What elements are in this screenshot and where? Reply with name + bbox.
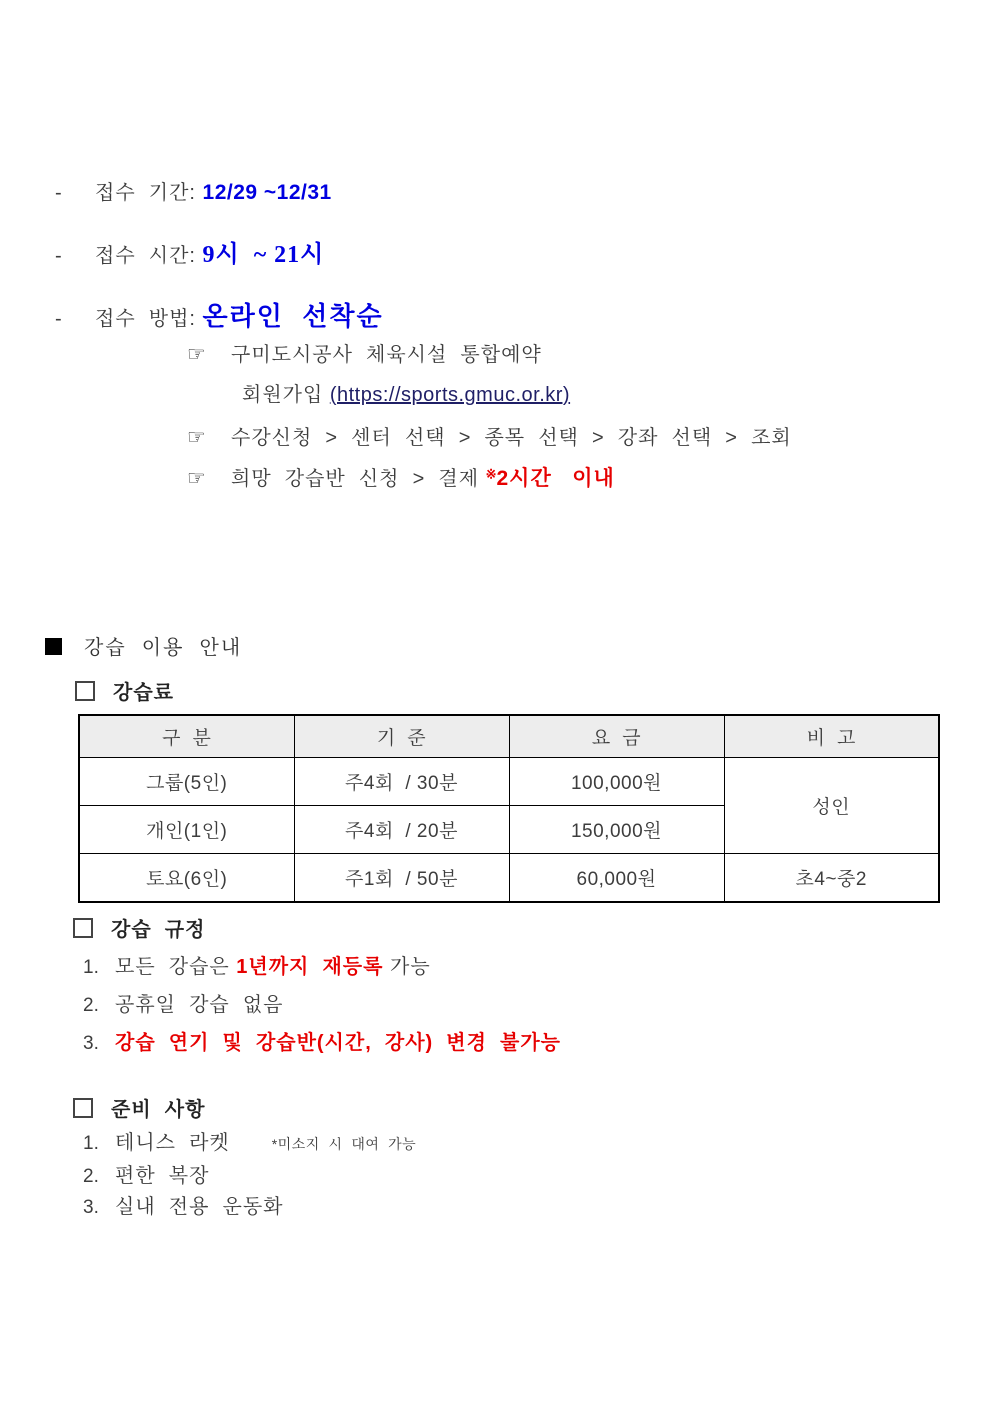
fee-header-type xyxy=(79,715,294,758)
reception-method-line xyxy=(55,300,384,333)
fee-header-type-label: 구 분 xyxy=(162,728,212,749)
filled-square-icon xyxy=(45,638,62,655)
rules-heading: 강습 규정 xyxy=(111,919,206,941)
empty-square-icon xyxy=(73,1098,93,1118)
item-number: 3. xyxy=(83,1033,99,1054)
fee-cell-type xyxy=(79,854,294,903)
reference-mark: ※ xyxy=(485,466,497,482)
fee-header-note xyxy=(724,715,939,758)
fee-header-fee-label: 요 금 xyxy=(591,728,642,749)
fee-cell-type xyxy=(79,806,294,854)
fee-cell-basis xyxy=(294,806,509,854)
fee-cell-note-merged xyxy=(724,758,939,854)
reception-time-label: 접수 시간: xyxy=(95,245,203,267)
reception-period-line xyxy=(55,180,332,206)
prep-heading: 준비 사항 xyxy=(111,1099,206,1121)
guide-title: 강습 이용 안내 xyxy=(84,637,243,659)
rule-text-red: 강습 연기 및 강습반(시간, 강사) 변경 불가능 xyxy=(115,1032,561,1054)
rules-heading-line xyxy=(73,916,205,943)
fee-table-header-row xyxy=(79,715,939,758)
fee-cell-fee-text: 100,000원 xyxy=(570,773,663,794)
fee-cell-type-text: 그룹(5인) xyxy=(146,773,228,794)
item-number: 3. xyxy=(83,1197,99,1218)
step-payment-text: 희망 강습반 신청 > 결제 xyxy=(231,468,486,490)
fee-header-basis xyxy=(294,715,509,758)
empty-square-icon xyxy=(73,918,93,938)
fee-cell-basis xyxy=(294,758,509,806)
rule-item-1 xyxy=(83,955,431,980)
fee-cell-fee xyxy=(509,806,724,854)
fee-cell-type-text: 토요(6인) xyxy=(146,869,228,890)
fee-cell-basis-text: 주4회 / 30분 xyxy=(345,773,458,794)
dash-bullet: - xyxy=(55,245,62,267)
rule-item-3 xyxy=(83,1031,561,1056)
item-number: 2. xyxy=(83,995,99,1016)
pointing-hand-icon: ☞ xyxy=(187,467,206,490)
step-apply-line xyxy=(187,425,792,451)
payment-deadline-note: 2시간 이내 xyxy=(496,467,615,490)
reception-method-label: 접수 방법: xyxy=(95,308,203,330)
dash-bullet: - xyxy=(55,182,62,204)
fee-table xyxy=(78,714,940,903)
rule-text: 공휴일 강습 없음 xyxy=(115,994,284,1016)
fee-row-group xyxy=(79,758,939,806)
prep-item-2 xyxy=(83,1164,209,1189)
reception-time-line xyxy=(55,240,324,270)
fee-cell-note-text: 성인 xyxy=(812,797,851,818)
item-number: 2. xyxy=(83,1166,99,1187)
prep-text: 테니스 라켓 xyxy=(115,1132,230,1154)
fee-heading-line xyxy=(75,679,174,706)
step-reservation-text: 구미도시공사 체육시설 통합예약 xyxy=(231,344,542,366)
fee-heading: 강습료 xyxy=(113,682,174,704)
reception-method-value: 온라인 선착순 xyxy=(202,301,384,331)
reception-period-value: 12/29 ~12/31 xyxy=(202,181,332,204)
membership-url-link[interactable]: (https://sports.gmuc.or.kr) xyxy=(329,384,571,406)
rule-text-red: 1년까지 재등록 xyxy=(236,956,384,978)
rule-item-2 xyxy=(83,993,283,1018)
fee-cell-fee-text: 150,000원 xyxy=(570,821,663,842)
step-reservation-line xyxy=(187,342,542,368)
step-apply-text: 수강신청 > 센터 선택 > 종목 선택 > 강좌 선택 > 조회 xyxy=(231,427,792,449)
item-number: 1. xyxy=(83,1133,99,1154)
prep-heading-line xyxy=(73,1096,205,1123)
fee-header-fee xyxy=(509,715,724,758)
pointing-hand-icon: ☞ xyxy=(187,343,206,366)
fee-cell-basis-text: 주1회 / 50분 xyxy=(345,869,458,890)
fee-cell-basis xyxy=(294,854,509,903)
membership-label: 회원가입 xyxy=(242,384,330,406)
prep-item-1 xyxy=(83,1131,416,1156)
reception-period-label: 접수 기간: xyxy=(95,182,203,204)
guide-title-line xyxy=(45,636,242,661)
step-payment-line xyxy=(187,466,615,492)
fee-header-basis-label: 기 준 xyxy=(376,728,427,749)
rule-text-pre: 모든 강습은 xyxy=(115,956,237,978)
fee-cell-type-text: 개인(1인) xyxy=(146,821,228,842)
empty-square-icon xyxy=(75,681,95,701)
reception-time-value: 9시 ~ 21시 xyxy=(202,242,325,268)
prep-note: *미소지 시 대여 가능 xyxy=(271,1136,417,1152)
membership-line xyxy=(242,383,570,408)
fee-cell-basis-text: 주4회 / 20분 xyxy=(345,821,458,842)
fee-cell-note xyxy=(724,854,939,903)
dash-bullet: - xyxy=(55,308,62,330)
fee-cell-fee xyxy=(509,758,724,806)
prep-text: 실내 전용 운동화 xyxy=(115,1196,284,1218)
prep-text: 편한 복장 xyxy=(115,1165,210,1187)
fee-cell-note-text: 초4~중2 xyxy=(795,869,867,890)
fee-cell-fee xyxy=(509,854,724,903)
prep-item-3 xyxy=(83,1195,283,1220)
fee-cell-type xyxy=(79,758,294,806)
item-number: 1. xyxy=(83,957,99,978)
fee-header-note-label: 비 고 xyxy=(806,728,856,749)
fee-cell-fee-text: 60,000원 xyxy=(576,869,657,890)
fee-row-saturday xyxy=(79,854,939,903)
rule-text-post: 가능 xyxy=(383,956,431,978)
pointing-hand-icon: ☞ xyxy=(187,426,206,449)
